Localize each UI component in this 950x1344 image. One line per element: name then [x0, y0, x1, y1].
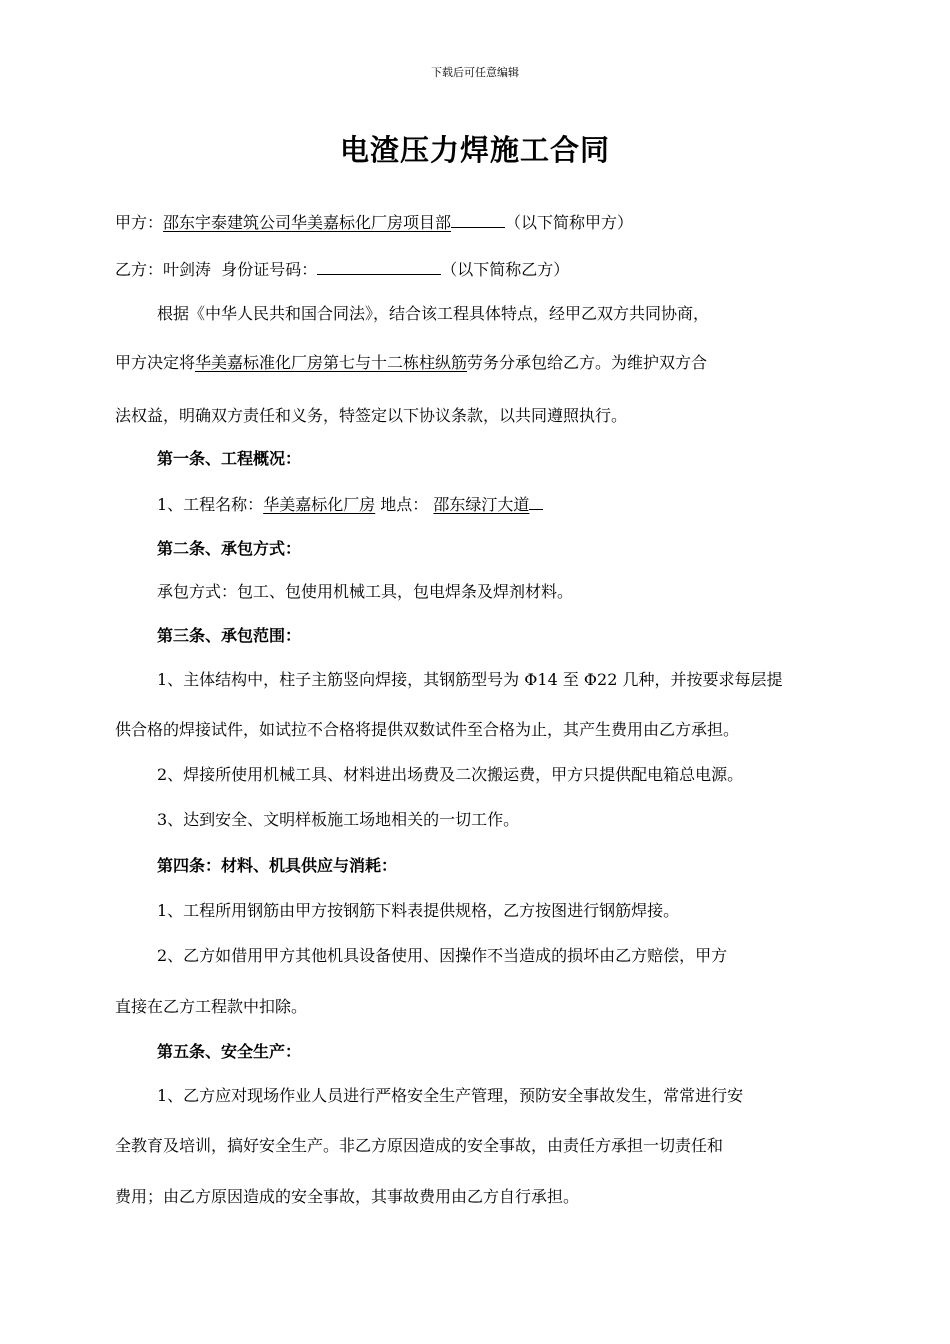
party-b-label: 乙方：	[115, 260, 164, 279]
party-b-suffix: （以下简称乙方）	[441, 260, 570, 279]
project-name-value: 华美嘉标化厂房	[263, 495, 376, 514]
location-label: 地点：	[380, 495, 429, 514]
article-5-item-1-line-2: 全教育及培训，搞好安全生产。非乙方原因造成的安全事故，由责任方承担一切责任和	[115, 1136, 724, 1155]
intro-line-3: 法权益，明确双方责任和义务，特签定以下协议条款，以共同遵照执行。	[115, 406, 628, 425]
article-2-heading: 第二条、承包方式：	[157, 539, 302, 558]
intro-project: 华美嘉标准化厂房第七与十二栋柱纵筋	[195, 353, 468, 372]
article-4-item-2-line-2: 直接在乙方工程款中扣除。	[115, 997, 308, 1016]
party-a-line	[115, 210, 633, 234]
article-3-item-1-line-2: 供合格的焊接试件，如试拉不合格将提供双数试件至合格为止，其产生费用由乙方承担。	[115, 720, 740, 739]
party-a-suffix: （以下简称甲方）	[505, 213, 634, 232]
article-3-item-3: 3、达到安全、文明样板施工场地相关的一切工作。	[157, 810, 520, 829]
project-name-label: 1、工程名称：	[157, 495, 264, 514]
article-1-heading: 第一条、工程概况：	[157, 449, 302, 468]
header-note: 下载后可任意编辑	[431, 66, 519, 79]
article-3-heading: 第三条、承包范围：	[157, 626, 302, 645]
document-title: 电渣压力焊施工合同	[339, 133, 610, 167]
article-5-item-1-line-1: 1、乙方应对现场作业人员进行严格安全生产管理，预防安全事故发生，常常进行安	[157, 1086, 744, 1105]
location-value: 邵东绿汀大道	[433, 495, 530, 514]
article-5-item-1-line-3: 费用；由乙方原因造成的安全事故，其事故费用由乙方自行承担。	[115, 1187, 580, 1206]
party-b-line	[115, 257, 569, 281]
location-blank	[529, 492, 543, 510]
article-4-heading: 第四条：材料、机具供应与消耗：	[157, 856, 398, 875]
party-a-label: 甲方：	[115, 213, 164, 232]
party-a-blank	[451, 210, 505, 228]
intro-line-1: 根据《中华人民共和国合同法》，结合该工程具体特点，经甲乙双方共同协商，	[157, 304, 710, 323]
article-3-item-1-line-1: 1、主体结构中，柱子主筋竖向焊接，其钢筋型号为 Φ14 至 Φ22 几种，并按要求每层提	[157, 670, 783, 689]
article-2-text: 承包方式：包工、包使用机械工具，包电焊条及焊剂材料。	[157, 582, 574, 601]
article-3-item-2: 2、焊接所使用机械工具、材料进出场费及二次搬运费，甲方只提供配电箱总电源。	[157, 765, 744, 784]
party-b-id-blank	[317, 257, 441, 275]
article-4-item-1: 1、工程所用钢筋由甲方按钢筋下料表提供规格，乙方按图进行钢筋焊接。	[157, 901, 680, 920]
intro-pre: 甲方决定将	[115, 353, 196, 372]
article-1-item-1	[157, 492, 543, 516]
intro-post: 劳务分承包给乙方。为维护双方合	[467, 353, 708, 372]
intro-line-2	[115, 352, 707, 374]
party-b-id-label: 身份证号码：	[221, 260, 318, 279]
article-4-item-2-line-1: 2、乙方如借用甲方其他机具设备使用、因操作不当造成的损坏由乙方赔偿，甲方	[157, 946, 728, 965]
party-b-name: 叶剑涛	[163, 260, 212, 279]
party-a-name: 邵东宇泰建筑公司华美嘉标化厂房项目部	[163, 213, 452, 232]
article-5-heading: 第五条、安全生产：	[157, 1042, 302, 1061]
